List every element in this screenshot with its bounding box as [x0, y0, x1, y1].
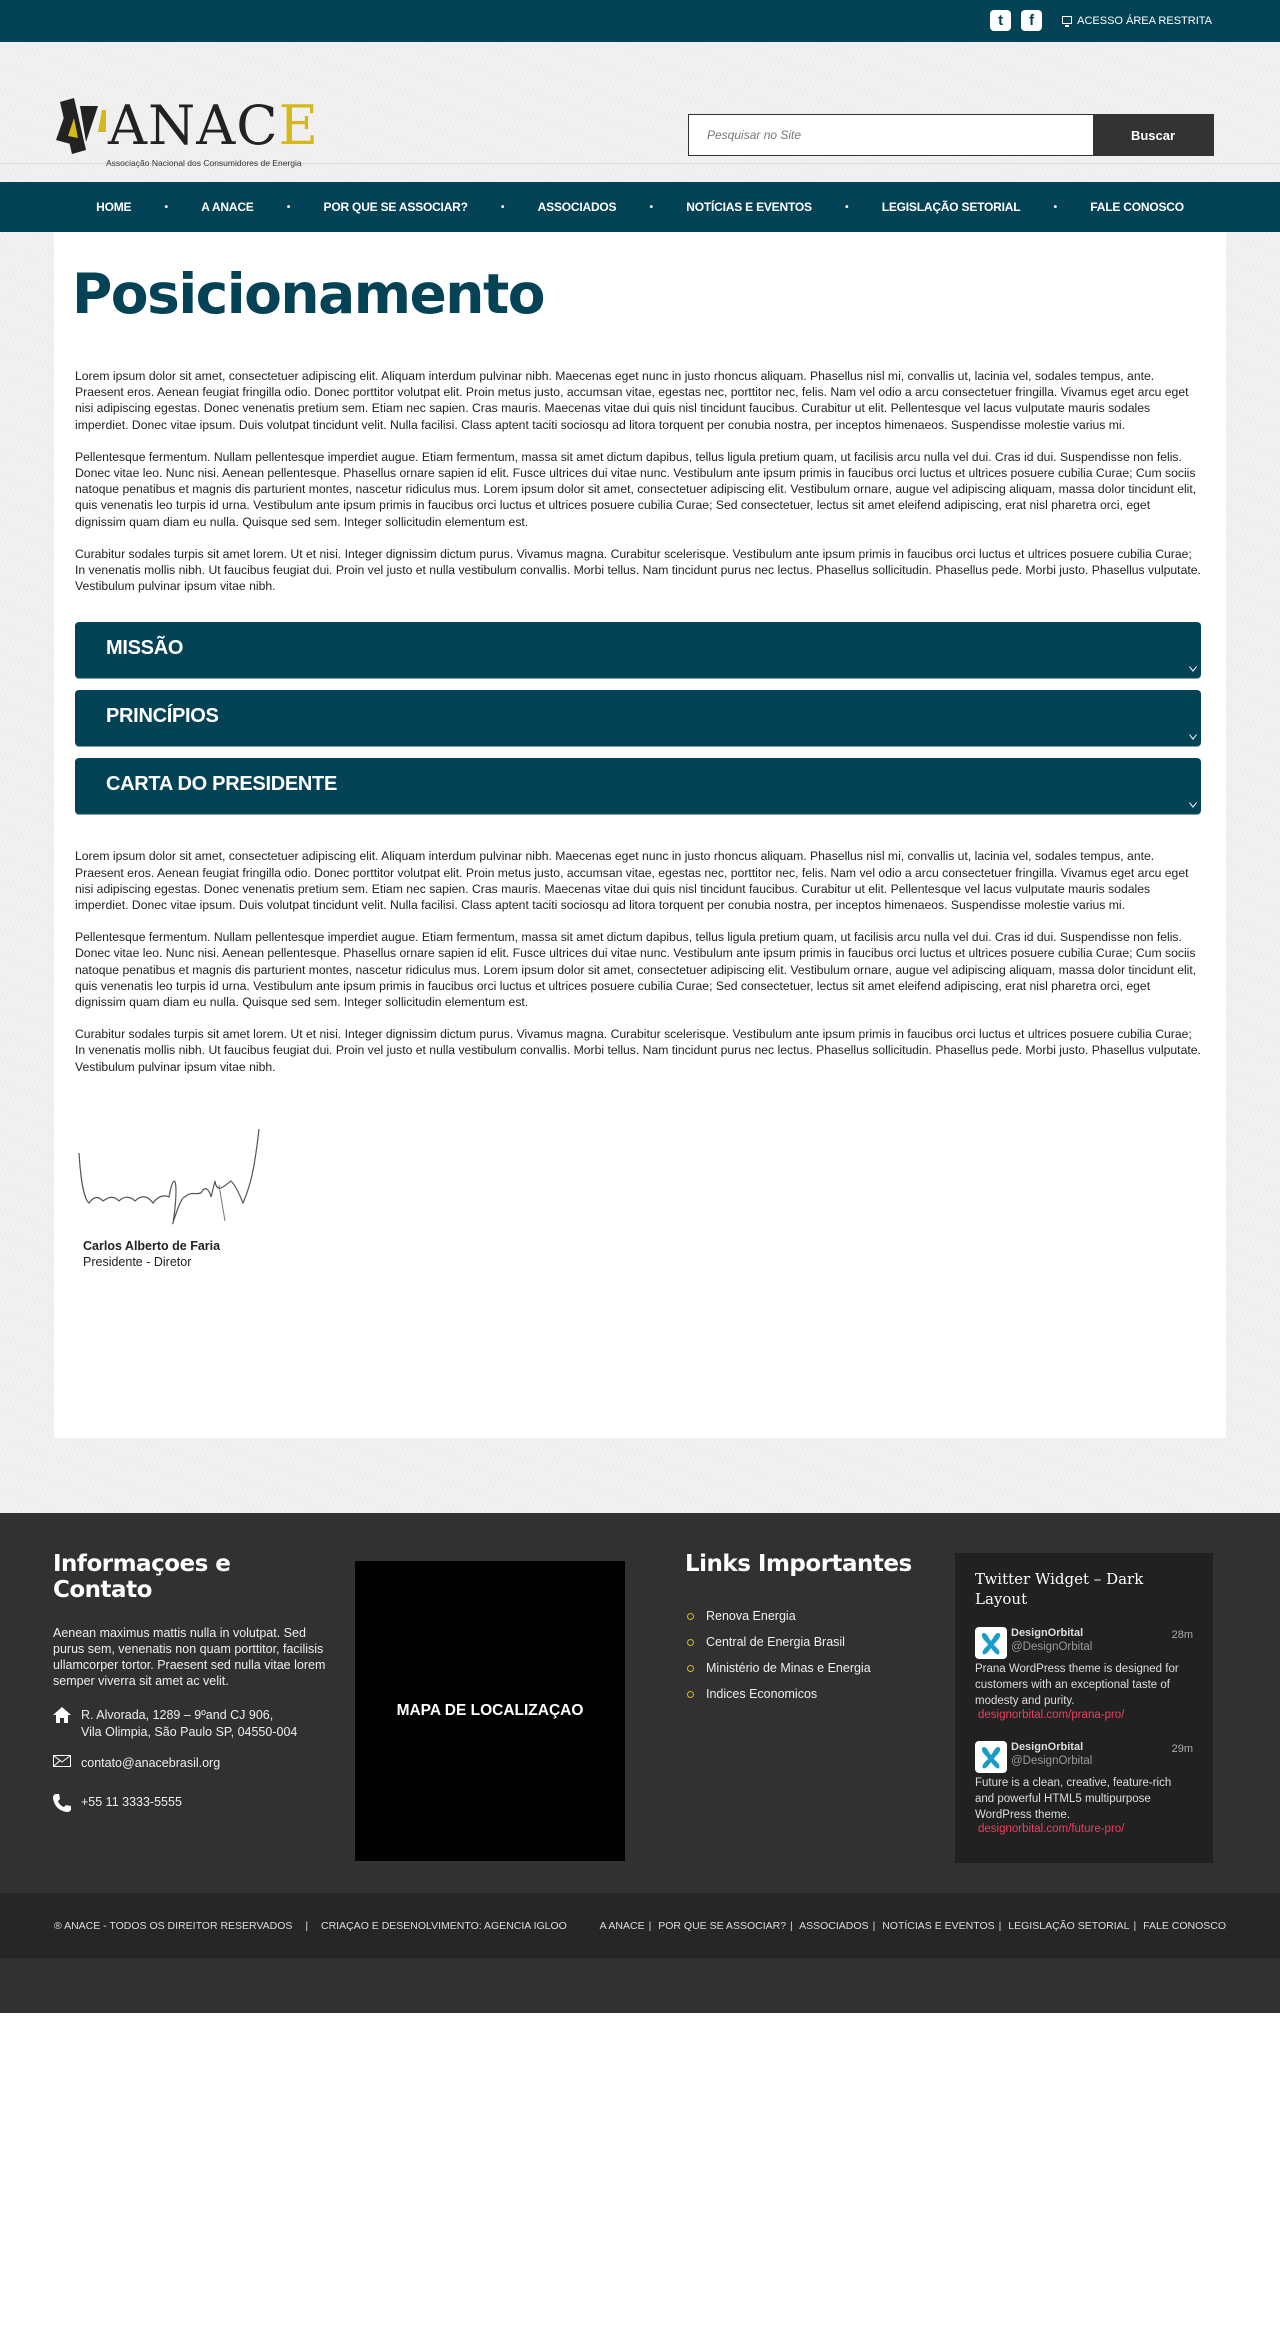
accordion-label: MISSÃO: [106, 637, 184, 660]
link-label[interactable]: Renova Energia: [706, 1609, 796, 1623]
link-item[interactable]: [685, 1655, 925, 1681]
page-title: Posicionamento: [72, 262, 545, 326]
phone-icon: [53, 1794, 81, 1817]
map-label: MAPA DE LOCALIZAÇAO: [396, 1702, 584, 1719]
footer-nav-a-anace[interactable]: A ANACE: [599, 1919, 645, 1932]
link-label[interactable]: Central de Energia Brasil: [706, 1635, 845, 1649]
accordion: [75, 622, 1201, 814]
header-area: [0, 42, 1280, 182]
search-input[interactable]: [689, 115, 1093, 155]
avatar[interactable]: [975, 1627, 1007, 1659]
footer-links-title: Links Importantes: [685, 1551, 912, 1577]
tweet: [975, 1627, 1193, 1721]
nav-separator: •: [285, 201, 292, 213]
main-nav: [0, 182, 1280, 232]
tweet-author[interactable]: DesignOrbital: [1011, 1741, 1084, 1753]
nav-item-home[interactable]: HOME: [96, 200, 132, 214]
bullet-icon: [687, 1639, 694, 1646]
tweet-handle[interactable]: @DesignOrbital: [1011, 1755, 1093, 1767]
bullet-icon: [687, 1613, 694, 1620]
footer-nav-associados[interactable]: ASSOCIADOS: [799, 1919, 869, 1932]
link-label[interactable]: Ministério de Minas e Energia: [706, 1661, 871, 1675]
accordion-label: CARTA DO PRESIDENTE: [106, 773, 337, 796]
paragraph: Pellentesque fermentum. Nullam pellentesque imperdiet augue. Etiam fermentum, massa sit amet dictum dapibus, tellus ligula pretium quam, ut facilisis arcu nulla vel dui. Cras id dui. Suspendisse non felis. Donec vitae leo. Nunc nisi. Aenean pellentesque. Phasellus ornare sapien id elit. Fusce ultrices dui vitae nunc. Vestibulum ante ipsum primis in faucibus orci luctus et ultrices posuere cubilia Curae; Cum sociis natoque penatibus et magnis dis parturient montes, nascetur ridiculus mus. Lorem ipsum dolor sit amet, consectetuer adipiscing elit. Vestibulum ornare, augue vel adipiscing aliquam, massa dolor tincidunt elit, quis venenatis leo turpis id urna. Vestibulum ante ipsum primis in faucibus orci luctus et ultrices posuere cubilia Curae; Sed consectetuer, lectus sit amet eleifend adipiscing, erat nisl pharetra orci, eget dignissim quam diam eu nulla. Quisque sed sem. Integer sollicitudin elementum est.: [75, 449, 1197, 529]
link-item[interactable]: [685, 1681, 925, 1707]
signatory-name: Carlos Alberto de Faria: [83, 1238, 221, 1253]
nav-separator: •: [499, 201, 506, 213]
logo-mark-icon: [56, 98, 112, 154]
accordion-item-principios[interactable]: [75, 690, 1201, 746]
tweet-handle[interactable]: @DesignOrbital: [1011, 1641, 1093, 1653]
home-icon: [53, 1707, 81, 1741]
logo[interactable]: [56, 94, 321, 170]
footer-nav-noticias-e-eventos[interactable]: NOTÍCIAS E EVENTOS: [882, 1919, 995, 1932]
link-item[interactable]: [685, 1629, 925, 1655]
logo-subtitle: Associação Nacional dos Consumidores de Energia: [106, 158, 302, 168]
tweet-link[interactable]: designorbital.com/future-pro/: [978, 1823, 1125, 1835]
footer-bottom-bar: [0, 1893, 1280, 1958]
search-button[interactable]: Buscar: [1093, 115, 1213, 155]
accordion-item-missao[interactable]: [75, 622, 1201, 678]
credits-text: CRIAÇAO E DESENOLVIMENTO: AGENCIA IGLOO: [321, 1919, 567, 1932]
top-bar: [0, 0, 1280, 42]
tweet-author[interactable]: DesignOrbital: [1011, 1627, 1084, 1639]
twitter-icon[interactable]: t: [990, 10, 1011, 31]
avatar[interactable]: [975, 1741, 1007, 1773]
header: [0, 42, 1280, 168]
tweet: [975, 1741, 1193, 1835]
phone-number: +55 11 3333-5555: [81, 1795, 182, 1809]
important-links-list: [685, 1603, 925, 1707]
facebook-icon[interactable]: f: [1021, 10, 1042, 31]
nav-item-por-que-se-associar[interactable]: POR QUE SE ASSOCIAR?: [323, 200, 468, 214]
main-content: [54, 232, 1226, 1438]
bullet-icon: [687, 1665, 694, 1672]
copyright: ® ANACE - TODOS OS DIREITOR RESERVADOS | CRIAÇAO E DESENOLVIMENTO: AGENCIA IGLOO: [54, 1919, 567, 1932]
footer-email: [53, 1755, 333, 1772]
nav-separator: •: [843, 201, 850, 213]
accordion-label: PRINCÍPIOS: [106, 705, 219, 728]
footer-nav-legislacao-setorial[interactable]: LEGISLAÇÃO SETORIAL: [1008, 1919, 1130, 1932]
restricted-area-label: ACESSO ÁREA RESTRITA: [1077, 14, 1212, 27]
footer-links: [685, 1551, 925, 1707]
address-line-1: R. Alvorada, 1289 – 9ºand CJ 906,: [81, 1708, 274, 1722]
nav-item-noticias-e-eventos[interactable]: NOTÍCIAS E EVENTOS: [686, 200, 812, 214]
tweet-text: Prana WordPress theme is designed for customers with an exceptional taste of modesty and purity.: [975, 1663, 1179, 1707]
email-link[interactable]: contato@anacebrasil.org: [81, 1756, 221, 1770]
chevron-down-icon: [1189, 802, 1197, 808]
social-links: [990, 10, 1212, 31]
restricted-area-link[interactable]: [1062, 15, 1212, 27]
twitter-widget-title: Twitter Widget – Dark Layout: [975, 1570, 1144, 1608]
paragraph: Curabitur sodales turpis sit amet lorem. Ut et nisi. Integer dignissim dictum purus. Vivamus magna. Curabitur scelerisque. Vestibulum ante ipsum primis in faucibus orci luctus et ultrices posuere cubilia Curae; In venenatis mollis nibh. Ut faucibus feugiat dui. Proin vel justo et nulla vestibulum convallis. Morbi tellus. Nam tincidunt purus nec lectus. Phasellus sollicitudin. Phasellus pede. Morbi justo. Phasellus vulputate. Vestibulum pulvinar ipsum vitae nibh.: [75, 546, 1201, 594]
footer-address: [53, 1707, 333, 1741]
paragraph: Pellentesque fermentum. Nullam pellentesque imperdiet augue. Etiam fermentum, massa sit amet dictum dapibus, tellus ligula pretium quam, ut facilisis arcu nulla vel dui. Cras id dui. Suspendisse non felis. Donec vitae leo. Nunc nisi. Aenean pellentesque. Phasellus ornare sapien id elit. Fusce ultrices dui vitae nunc. Vestibulum ante ipsum primis in faucibus orci luctus et ultrices posuere cubilia Curae; Cum sociis natoque penatibus et magnis dis parturient montes, nascetur ridiculus mus. Lorem ipsum dolor sit amet, consectetuer adipiscing elit. Vestibulum ornare, augue vel adipiscing aliquam, massa dolor tincidunt elit, quis venenatis leo turpis id urna. Vestibulum ante ipsum primis in faucibus orci luctus et ultrices posuere cubilia Curae; Sed consectetuer, lectus sit amet eleifend adipiscing, erat nisl pharetra orci, eget dignissim quam diam eu nulla. Quisque sed sem. Integer sollicitudin elementum est.: [75, 930, 1197, 1010]
tweet-time: 29m: [1171, 1743, 1193, 1755]
footer-nav-fale-conosco[interactable]: FALE CONOSCO: [1143, 1919, 1226, 1932]
link-item[interactable]: [685, 1603, 925, 1629]
signature-image: [75, 1125, 265, 1235]
bullet-icon: [687, 1691, 694, 1698]
nav-item-legislacao-setorial[interactable]: LEGISLAÇÃO SETORIAL: [881, 200, 1021, 214]
main-wrapper: [0, 232, 1280, 1513]
address-line-2: Vila Olimpia, São Paulo SP, 04550-004: [81, 1725, 298, 1739]
nav-item-associados[interactable]: ASSOCIADOS: [537, 200, 617, 214]
footer-contact: [53, 1551, 333, 1817]
paragraph: Curabitur sodales turpis sit amet lorem. Ut et nisi. Integer dignissim dictum purus. Vivamus magna. Curabitur scelerisque. Vestibulum ante ipsum primis in faucibus orci luctus et ultrices posuere cubilia Curae; In venenatis mollis nibh. Ut faucibus feugiat dui. Proin vel justo et nulla vestibulum convallis. Morbi tellus. Nam tincidunt purus nec lectus. Phasellus sollicitudin. Phasellus pede. Morbi justo. Phasellus vulputate. Vestibulum pulvinar ipsum vitae nibh.: [75, 1027, 1201, 1074]
paragraph: Lorem ipsum dolor sit amet, consectetuer adipiscing elit. Aliquam interdum pulvinar nibh. Maecenas eget nunc in justo rhoncus aliquam. Phasellus nisl mi, convallis ut, lacinia vel, sodales tempus, ante. Praesent eros. Aenean feugiat fringilla odio. Donec porttitor volutpat elit. Proin metus justo, accumsan vitae, egestas nec, porttitor nec, felis. Nam vel odio a arcu consectetuer fringilla. Vivamus eget arcu eget nisi adipiscing egestas. Donec venenatis pretium sem. Etiam nec sapien. Cras mauris. Maecenas vitae dui quis nisl tincidunt faucibus. Curabitur ut elit. Pellentesque vel lacus vulputate mauris sodales imperdiet. Donec vitae ipsum. Duis volutpat tincidunt velit. Nulla facilisi. Class aptent taciti sociosqu ad litora torquent per conubia nostra, per inceptos himenaeos. Suspendisse molestie varius mi.: [75, 369, 1189, 432]
twitter-widget: [955, 1553, 1213, 1863]
nav-item-a-anace[interactable]: A ANACE: [201, 200, 254, 214]
chevron-down-icon: [1189, 666, 1197, 672]
signatory-role: Presidente - Diretor: [83, 1254, 192, 1269]
search-form: [688, 114, 1214, 156]
link-label[interactable]: Indices Economicos: [706, 1687, 818, 1701]
nav-separator: •: [163, 201, 170, 213]
chevron-down-icon: [1189, 734, 1197, 740]
signature-block: [75, 1125, 1201, 1269]
footer-nav: A ANACE | POR QUE SE ASSOCIAR? | ASSOCIADOS | NOTÍCIAS E EVENTOS | LEGISLAÇÃO SETORIAL | FALE CONOSCO: [599, 1919, 1226, 1932]
designorbital-logo-icon: [975, 1741, 1007, 1773]
footer-contact-description: Aenean maximus mattis nulla in volutpat. Sed purus sem, venenatis non quam porttitor, facilisis ullamcorper tortor. Praesent sed nulla vitae lorem semper viverra sit amet ac velit.: [53, 1626, 326, 1688]
nav-separator: •: [1052, 201, 1059, 213]
logo-text: ANACE: [108, 94, 319, 157]
footer-phone: [53, 1794, 333, 1817]
copyright-icon: ®: [54, 1919, 62, 1932]
accordion-item-carta-do-presidente[interactable]: [75, 758, 1201, 814]
tweet-link[interactable]: designorbital.com/prana-pro/: [978, 1709, 1125, 1721]
designorbital-logo-icon: [975, 1627, 1007, 1659]
paragraph: Lorem ipsum dolor sit amet, consectetuer adipiscing elit. Aliquam interdum pulvinar nibh. Maecenas eget nunc in justo rhoncus aliquam. Phasellus nisl mi, convallis ut, lacinia vel, sodales tempus, ante. Praesent eros. Aenean feugiat fringilla odio. Donec porttitor volutpat elit. Proin metus justo, accumsan vitae, egestas nec, porttitor nec, felis. Nam vel odio a arcu consectetuer fringilla. Vivamus eget arcu eget nisi adipiscing egestas. Donec venenatis pretium sem. Etiam nec sapien. Cras mauris. Maecenas vitae dui quis nisl tincidunt faucibus. Curabitur ut elit. Pellentesque vel lacus vulputate mauris sodales imperdiet. Donec vitae ipsum. Duis volutpat tincidunt velit. Nulla facilisi. Class aptent taciti sociosqu ad litora torquent per conubia nostra, per inceptos himenaeos. Suspendisse molestie varius mi.: [75, 849, 1189, 913]
footer-contact-title: Informaçoes e Contato: [53, 1551, 231, 1603]
location-map[interactable]: [355, 1561, 625, 1861]
nav-separator: •: [648, 201, 655, 213]
nav-item-fale-conosco[interactable]: FALE CONOSCO: [1090, 200, 1184, 214]
tweet-time: 28m: [1171, 1629, 1193, 1641]
mail-icon: [53, 1755, 81, 1772]
footer-nav-por-que-se-associar[interactable]: POR QUE SE ASSOCIAR?: [658, 1919, 787, 1932]
monitor-icon: [1062, 16, 1072, 24]
tweet-text: Future is a clean, creative, feature-rich and powerful HTML5 multipurpose WordPress theme.: [975, 1777, 1172, 1821]
copyright-text: ANACE - TODOS OS DIREITOR RESERVADOS: [64, 1919, 293, 1932]
